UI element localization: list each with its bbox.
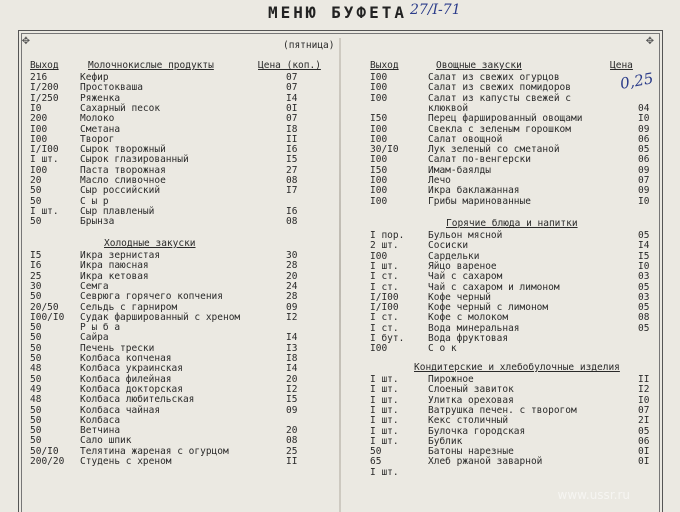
dish-name-cell: Колбаса чайная	[80, 404, 161, 416]
menu-row	[0, 344, 680, 354]
dish-name-cell: Кофе черный	[428, 291, 491, 303]
dish-name-cell: Грибы маринованные	[428, 195, 531, 207]
price-cell: 07	[286, 72, 298, 83]
handwritten-date: 27/I-71	[410, 2, 461, 18]
dish-name-cell: Лук зеленый со сметаной	[428, 144, 560, 156]
menu-row	[0, 155, 680, 165]
price-cell: 07	[286, 113, 298, 125]
dish-name-cell: Слоеный завиток	[428, 384, 514, 396]
dish-name-cell: Паста творожная	[80, 164, 166, 176]
handwritten-price: 0,25	[618, 69, 655, 93]
price-cell: 08	[286, 175, 298, 186]
menu-row	[0, 217, 680, 227]
dish-name-cell: Колбаса	[80, 414, 121, 426]
price-cell: I7	[286, 185, 298, 197]
menu-row	[0, 427, 680, 437]
portion-cell: 50	[30, 373, 42, 385]
portion-cell: 20/50	[30, 301, 59, 313]
portion-cell: I00	[370, 185, 388, 197]
menu-row	[0, 437, 680, 447]
menu-row	[0, 197, 680, 207]
confectionery-heading: Кондитерские и хлебобулочные изделия	[414, 362, 620, 373]
portion-cell: I00/I0	[30, 311, 65, 323]
portion-cell: 50	[30, 425, 42, 437]
dish-name-cell: Вода минеральная	[428, 322, 520, 334]
portion-cell: I шт.	[370, 394, 399, 406]
price-cell: 04	[638, 102, 650, 114]
portion-cell: I ст.	[370, 271, 399, 283]
portion-cell: 50	[30, 414, 42, 426]
portion-cell: I00	[370, 133, 388, 145]
price-cell: 08	[286, 435, 298, 447]
portion-cell: I шт.	[370, 435, 399, 447]
price-cell: 03	[638, 291, 650, 303]
portion-cell: I00	[30, 123, 48, 135]
dish-name-cell: Сырок творожный	[80, 144, 166, 156]
portion-cell: I00	[370, 250, 388, 262]
dish-name-cell: Колбаса докторская	[80, 383, 183, 395]
menu-title: МЕНЮ БУФЕТА	[268, 3, 407, 22]
price-cell: I8	[286, 353, 298, 364]
menu-row	[0, 114, 680, 124]
dish-name-cell: Чай с сахаром и лимоном	[428, 281, 560, 293]
portion-cell: 50	[30, 332, 42, 344]
dish-name-cell: Сахарный песок	[80, 102, 161, 114]
price-cell: 28	[286, 291, 298, 303]
dish-name-cell: Салат из свежих огурцов	[428, 72, 560, 83]
dish-name-cell: Икра зернистая	[80, 250, 161, 261]
dish-name-cell: С ы р	[80, 195, 109, 207]
portion-cell: I шт.	[370, 374, 399, 385]
menu-row	[0, 364, 680, 374]
portion-cell: I пор.	[370, 230, 405, 241]
hot-dishes-heading: Горячие блюда и напитки	[446, 218, 578, 229]
price-cell: II	[286, 456, 298, 467]
menu-row	[0, 272, 680, 282]
dish-name-cell: Икра кетовая	[80, 270, 149, 282]
dish-name-cell: Икра баклажанная	[428, 185, 520, 197]
dish-name-cell: Ветчина	[80, 425, 121, 437]
menu-row	[0, 252, 680, 262]
price-cell: 03	[638, 271, 650, 283]
price-cell: I8	[286, 123, 298, 135]
dish-name-cell: Телятина жареная с огурцом	[80, 445, 229, 457]
price-cell: I5	[286, 394, 298, 406]
price-cell: 07	[638, 404, 650, 416]
dish-name-cell: Лечо	[428, 175, 451, 186]
portion-cell: 50	[30, 216, 42, 228]
price-cell: II	[286, 133, 298, 145]
price-cell: I4	[638, 240, 650, 252]
menu-row	[0, 166, 680, 176]
dish-name-cell: Яйцо вареное	[428, 260, 497, 272]
dish-name-cell: Ряженка	[80, 92, 121, 104]
menu-row	[0, 313, 680, 323]
price-cell: I6	[286, 205, 298, 217]
price-cell: 20	[286, 270, 298, 282]
portion-cell: 20	[30, 175, 42, 186]
dish-name-cell: Сардельки	[428, 250, 480, 262]
price-cell: I2	[638, 384, 650, 396]
dish-name-cell: Творог	[80, 133, 115, 145]
portion-cell: I00	[30, 133, 48, 145]
vegetable-heading: Овощные закуски	[436, 60, 522, 71]
portion-cell: I5	[30, 250, 42, 261]
corner-ornament: ✥	[22, 33, 30, 48]
portion-cell: 216	[30, 72, 48, 83]
dish-name-cell: Бублик	[428, 435, 463, 447]
dish-name-cell: С о к	[428, 343, 457, 355]
dish-name-cell: Свекла с зеленым горошком	[428, 123, 571, 135]
portion-cell: 50	[30, 435, 42, 447]
dish-name-cell: Р ы б а	[80, 322, 121, 334]
price-cell: 09	[638, 164, 650, 176]
menu-row	[0, 262, 680, 272]
dish-name-cell: Хлеб ржаной заварной	[428, 456, 543, 468]
dish-name-cell: Салат овощной	[428, 133, 503, 145]
menu-row	[0, 447, 680, 457]
price-cell: 09	[286, 301, 298, 313]
price-cell: 08	[638, 312, 650, 324]
portion-cell: 50	[30, 322, 42, 334]
price-cell: 06	[638, 133, 650, 145]
dish-name-cell: Севрюга горячего копчения	[80, 291, 223, 303]
dish-name-cell: Вода фруктовая	[428, 333, 509, 344]
menu-row	[0, 186, 680, 196]
menu-row	[0, 303, 680, 313]
price-cell: 24	[286, 280, 298, 292]
price-cell: 27	[286, 164, 298, 176]
portion-cell: 48	[30, 363, 42, 375]
dish-name-cell: Бульон мясной	[428, 230, 503, 241]
portion-cell: I/I00	[370, 291, 399, 303]
dish-name-cell: Кекс столичный	[428, 415, 509, 427]
dish-name-cell: Сельдь с гарниром	[80, 301, 178, 313]
price-cell: 07	[638, 175, 650, 186]
portion-cell: 25	[30, 270, 42, 282]
portion-cell: I шт.	[370, 425, 399, 437]
dish-name-cell: клюквой	[428, 102, 469, 114]
price-cell: 0I	[638, 446, 650, 458]
portion-cell: I шт.	[370, 384, 399, 396]
portion-cell: I00	[370, 92, 388, 104]
portion-cell: I бут.	[370, 333, 405, 344]
dish-name-cell: Салат из свежих помидоров	[428, 82, 571, 94]
menu-row	[0, 416, 680, 426]
portion-cell: I/I00	[30, 144, 59, 156]
right-col-vykhod: Выход	[370, 60, 399, 71]
portion-cell: 49	[30, 383, 42, 395]
portion-cell: I6	[30, 260, 42, 272]
menu-row	[0, 280, 680, 293]
price-cell: 20	[286, 373, 298, 385]
dish-name-cell: Сыр плавленый	[80, 205, 155, 217]
price-cell: 28	[286, 260, 298, 272]
portion-cell: I шт.	[30, 154, 59, 166]
menu-row	[0, 375, 680, 385]
price-cell: 09	[638, 185, 650, 197]
portion-cell: 30/I0	[370, 144, 399, 156]
dairy-heading: Молочнокислые продукты	[88, 60, 214, 71]
price-cell: 07	[286, 82, 298, 94]
price-cell: I0	[638, 394, 650, 406]
price-cell: 25	[286, 445, 298, 457]
menu-row	[0, 145, 680, 155]
dish-name-cell: Простокваша	[80, 82, 143, 94]
right-col-price: Цена	[610, 60, 633, 71]
menu-row	[0, 135, 680, 145]
portion-cell: I00	[370, 195, 388, 207]
dish-name-cell: Сметана	[80, 123, 121, 135]
dish-name-cell: Студень с хреном	[80, 456, 172, 467]
menu-row	[0, 73, 680, 83]
dish-name-cell: Перец фаршированный овощами	[428, 113, 583, 125]
portion-cell: I/I00	[370, 302, 399, 314]
portion-cell: 50/I0	[30, 445, 59, 457]
price-cell: 05	[638, 281, 650, 293]
dish-name-cell: Колбаса копченая	[80, 353, 172, 364]
portion-cell: I00	[30, 164, 48, 176]
portion-cell: I50	[370, 113, 388, 125]
price-cell: II	[638, 374, 650, 385]
price-cell: 08	[286, 216, 298, 228]
portion-cell: 65	[370, 456, 382, 468]
dish-name-cell: Кофе черный с лимоном	[428, 302, 549, 314]
menu-row	[0, 334, 680, 344]
portion-cell: I00	[370, 72, 388, 83]
price-cell: 05	[638, 144, 650, 156]
portion-cell: 50	[370, 446, 382, 458]
portion-cell: 50	[30, 353, 42, 364]
portion-cell: I/250	[30, 92, 59, 104]
price-cell: 06	[638, 435, 650, 447]
portion-cell: 50	[30, 342, 42, 354]
price-cell: I4	[286, 332, 298, 344]
portion-cell: 2 шт.	[370, 240, 399, 252]
menu-row	[0, 231, 680, 241]
portion-cell: I шт.	[370, 404, 399, 416]
portion-cell: I00	[370, 123, 388, 135]
portion-cell: I00	[370, 154, 388, 166]
menu-row	[0, 83, 680, 93]
menu-row	[0, 324, 680, 334]
cold-appetizers-heading: Холодные закуски	[104, 238, 196, 249]
portion-cell: I шт.	[370, 260, 399, 272]
portion-cell: 30	[30, 280, 42, 292]
dish-name-cell: Салат по-венгерски	[428, 154, 531, 166]
price-cell: 05	[638, 302, 650, 314]
menu-row	[0, 125, 680, 135]
dish-name-cell: Сыр российский	[80, 185, 161, 197]
menu-row	[0, 396, 680, 406]
price-cell: I4	[286, 363, 298, 375]
price-cell: 06	[638, 154, 650, 166]
menu-row	[0, 385, 680, 395]
price-cell: 30	[286, 250, 298, 261]
dish-name-cell: Печень трески	[80, 342, 155, 354]
dish-name-cell: Икра паюсная	[80, 260, 149, 272]
price-cell: I5	[638, 250, 650, 262]
portion-cell: I ст.	[370, 322, 399, 334]
dish-name-cell: Колбаса украинская	[80, 363, 183, 375]
portion-cell: I шт.	[370, 466, 399, 478]
dish-name-cell: Кефир	[80, 72, 109, 83]
dish-name-cell: Пирожное	[428, 374, 474, 385]
menu-row	[0, 176, 680, 186]
dish-name-cell: Колбаса филейная	[80, 373, 172, 385]
dish-name-cell: Сосиски	[428, 240, 469, 252]
price-cell: 0I	[638, 456, 650, 468]
price-cell: 05	[638, 322, 650, 334]
price-cell: I5	[286, 154, 298, 166]
dish-name-cell: Салат из капусты свежей с	[428, 92, 571, 104]
price-cell: 2I	[638, 415, 650, 427]
dish-name-cell: Масло сливочное	[80, 175, 166, 186]
menu-row	[0, 468, 680, 478]
price-cell: I2	[286, 383, 298, 395]
portion-cell: I шт.	[370, 415, 399, 427]
menu-row	[0, 241, 680, 251]
menu-row	[0, 457, 680, 467]
left-col-vykhod: Выход	[30, 60, 59, 71]
price-cell: I0	[638, 113, 650, 125]
dish-name-cell: Имам-баялды	[428, 164, 491, 176]
corner-ornament: ✥	[646, 33, 654, 48]
dish-name-cell: Семга	[80, 280, 109, 292]
price-cell: I0	[638, 260, 650, 272]
dish-name-cell: Сайра	[80, 332, 109, 344]
price-cell: 09	[286, 404, 298, 416]
portion-cell: 50	[30, 404, 42, 416]
dish-name-cell: Брынза	[80, 216, 115, 228]
dish-name-cell: Сало шпик	[80, 435, 132, 447]
price-cell: 09	[638, 123, 650, 135]
portion-cell: I шт.	[30, 205, 59, 217]
dish-name-cell: Сырок глазированный	[80, 154, 189, 166]
portion-cell: 50	[30, 291, 42, 303]
portion-cell: I50	[370, 164, 388, 176]
portion-cell: 50	[30, 185, 42, 197]
portion-cell: 200	[30, 113, 48, 125]
portion-cell: I0	[30, 102, 42, 114]
price-cell: I6	[286, 144, 298, 156]
dish-name-cell: Булочка городская	[428, 425, 526, 437]
price-cell: I0	[638, 195, 650, 207]
price-cell: I2	[286, 311, 298, 323]
dish-name-cell: Судак фаршированный с хреном	[80, 311, 241, 323]
menu-row	[0, 94, 680, 104]
portion-cell: 48	[30, 394, 42, 406]
price-cell: I3	[286, 342, 298, 354]
price-cell: 20	[286, 425, 298, 437]
price-cell: I4	[286, 92, 298, 104]
portion-cell: I00	[370, 175, 388, 186]
price-cell: 0I	[286, 102, 298, 114]
menu-row	[0, 293, 680, 303]
dish-name-cell: Улитка ореховая	[428, 394, 514, 406]
dish-name-cell: Молоко	[80, 113, 115, 125]
watermark: www.ussr.ru	[557, 488, 630, 502]
portion-cell: I00	[370, 82, 388, 94]
menu-row	[0, 406, 680, 416]
portion-cell: 50	[30, 195, 42, 207]
portion-cell: 200/20	[30, 456, 65, 467]
portion-cell: I00	[370, 343, 388, 355]
day-of-week: (пятница)	[283, 40, 335, 51]
portion-cell: I ст.	[370, 281, 399, 293]
left-col-price: Цена (коп.)	[258, 60, 321, 71]
dish-name-cell: Чай с сахаром	[428, 271, 503, 283]
price-cell: 05	[638, 425, 650, 437]
dish-name-cell: Ватрушка печен. с творогом	[428, 404, 577, 416]
portion-cell: I ст.	[370, 312, 399, 324]
dish-name-cell: Кофе с молоком	[428, 312, 509, 324]
price-cell: 05	[638, 230, 650, 241]
dish-name-cell: Колбаса любительская	[80, 394, 195, 406]
portion-cell: I/200	[30, 82, 59, 94]
dish-name-cell: Батоны нарезные	[428, 446, 514, 458]
